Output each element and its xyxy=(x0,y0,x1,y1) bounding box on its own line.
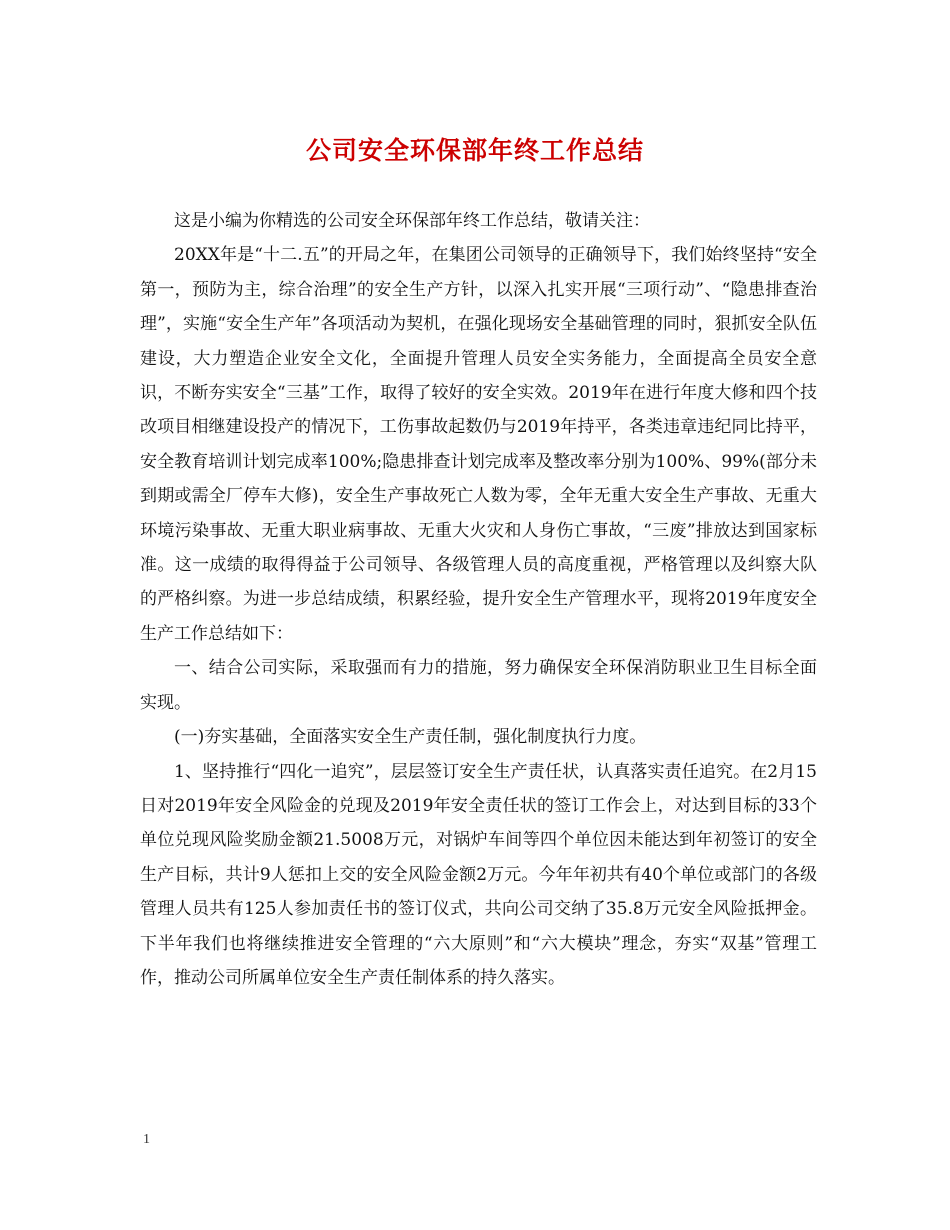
paragraph-intro: 这是小编为你精选的公司安全环保部年终工作总结，敬请关注： xyxy=(174,211,650,231)
paragraph-overview: 20XX年是“十二.五”的开局之年，在集团公司领导的正确领导下，我们始终坚持“安全第一，预防为主，综合治理”的安全生产方针，以深入扎实开展“三项行动”、“隐患排查治理”，实施“安全生产年”各项活动为契机，在强化现场安全基础管理的同时，狠抓安全队伍建设，大力塑造企业安全文化，全面提升管理人员安全实务能力，全面提高全员安全意识，不断夯实安全“三基”工作，取得了较好的安全实效。2019年在进行年度大修和四个技改项目相继建设投产的情况下，工伤事故起数仍与2019年持平，各类违章违纪同比持平，安全教育培训计划完成率100%;隐患排查计划完成率及整改率分别为100%、99%(部分未到期或需全厂停车大修)，安全生产事故死亡人数为零，全年无重大安全生产事故、无重大环境污染事故、无重大职业病事故、无重大火灾和人身伤亡事故，“三废”排放达到国家标准。这一成绩的取得得益于公司领导、各级管理人员的高度重视，严格管理以及纠察大队的严格纠察。为进一步总结成绩，积累经验，提升安全生产管理水平，现将2019年度安全生产工作总结如下： xyxy=(140,245,817,644)
paragraph-item-one: 1、坚持推行“四化一追究”，层层签订安全生产责任状，认真落实责任追究。在2月15日对2019年安全风险金的兑现及2019年安全责任状的签订工作会上，对达到目标的33个单位兑现风险奖励金额21.5008万元，对锅炉车间等四个单位因未能达到年初签订的安全生产目标，共计9人惩扣上交的安全风险金额2万元。今年年初共有40个单位或部门的各级管理人员共有125人参加责任书的签订仪式，共向公司交纳了35.8万元安全风险抵押金。下半年我们也将继续推进安全管理的“六大原则”和“六大模块”理念，夯实“双基”管理工作，推动公司所属单位安全生产责任制体系的持久落实。 xyxy=(140,761,817,988)
document-body xyxy=(140,204,817,995)
document-title: 公司安全环保部年终工作总结 xyxy=(305,136,644,165)
page-number: 1 xyxy=(143,1132,150,1147)
paragraph-section-one-heading: 一、结合公司实际，采取强而有力的措施，努力确保安全环保消防职业卫生目标全面实现。 xyxy=(140,658,817,713)
paragraph-subsection-one-heading: (一)夯实基础，全面落实安全生产责任制，强化制度执行力度。 xyxy=(174,727,647,748)
